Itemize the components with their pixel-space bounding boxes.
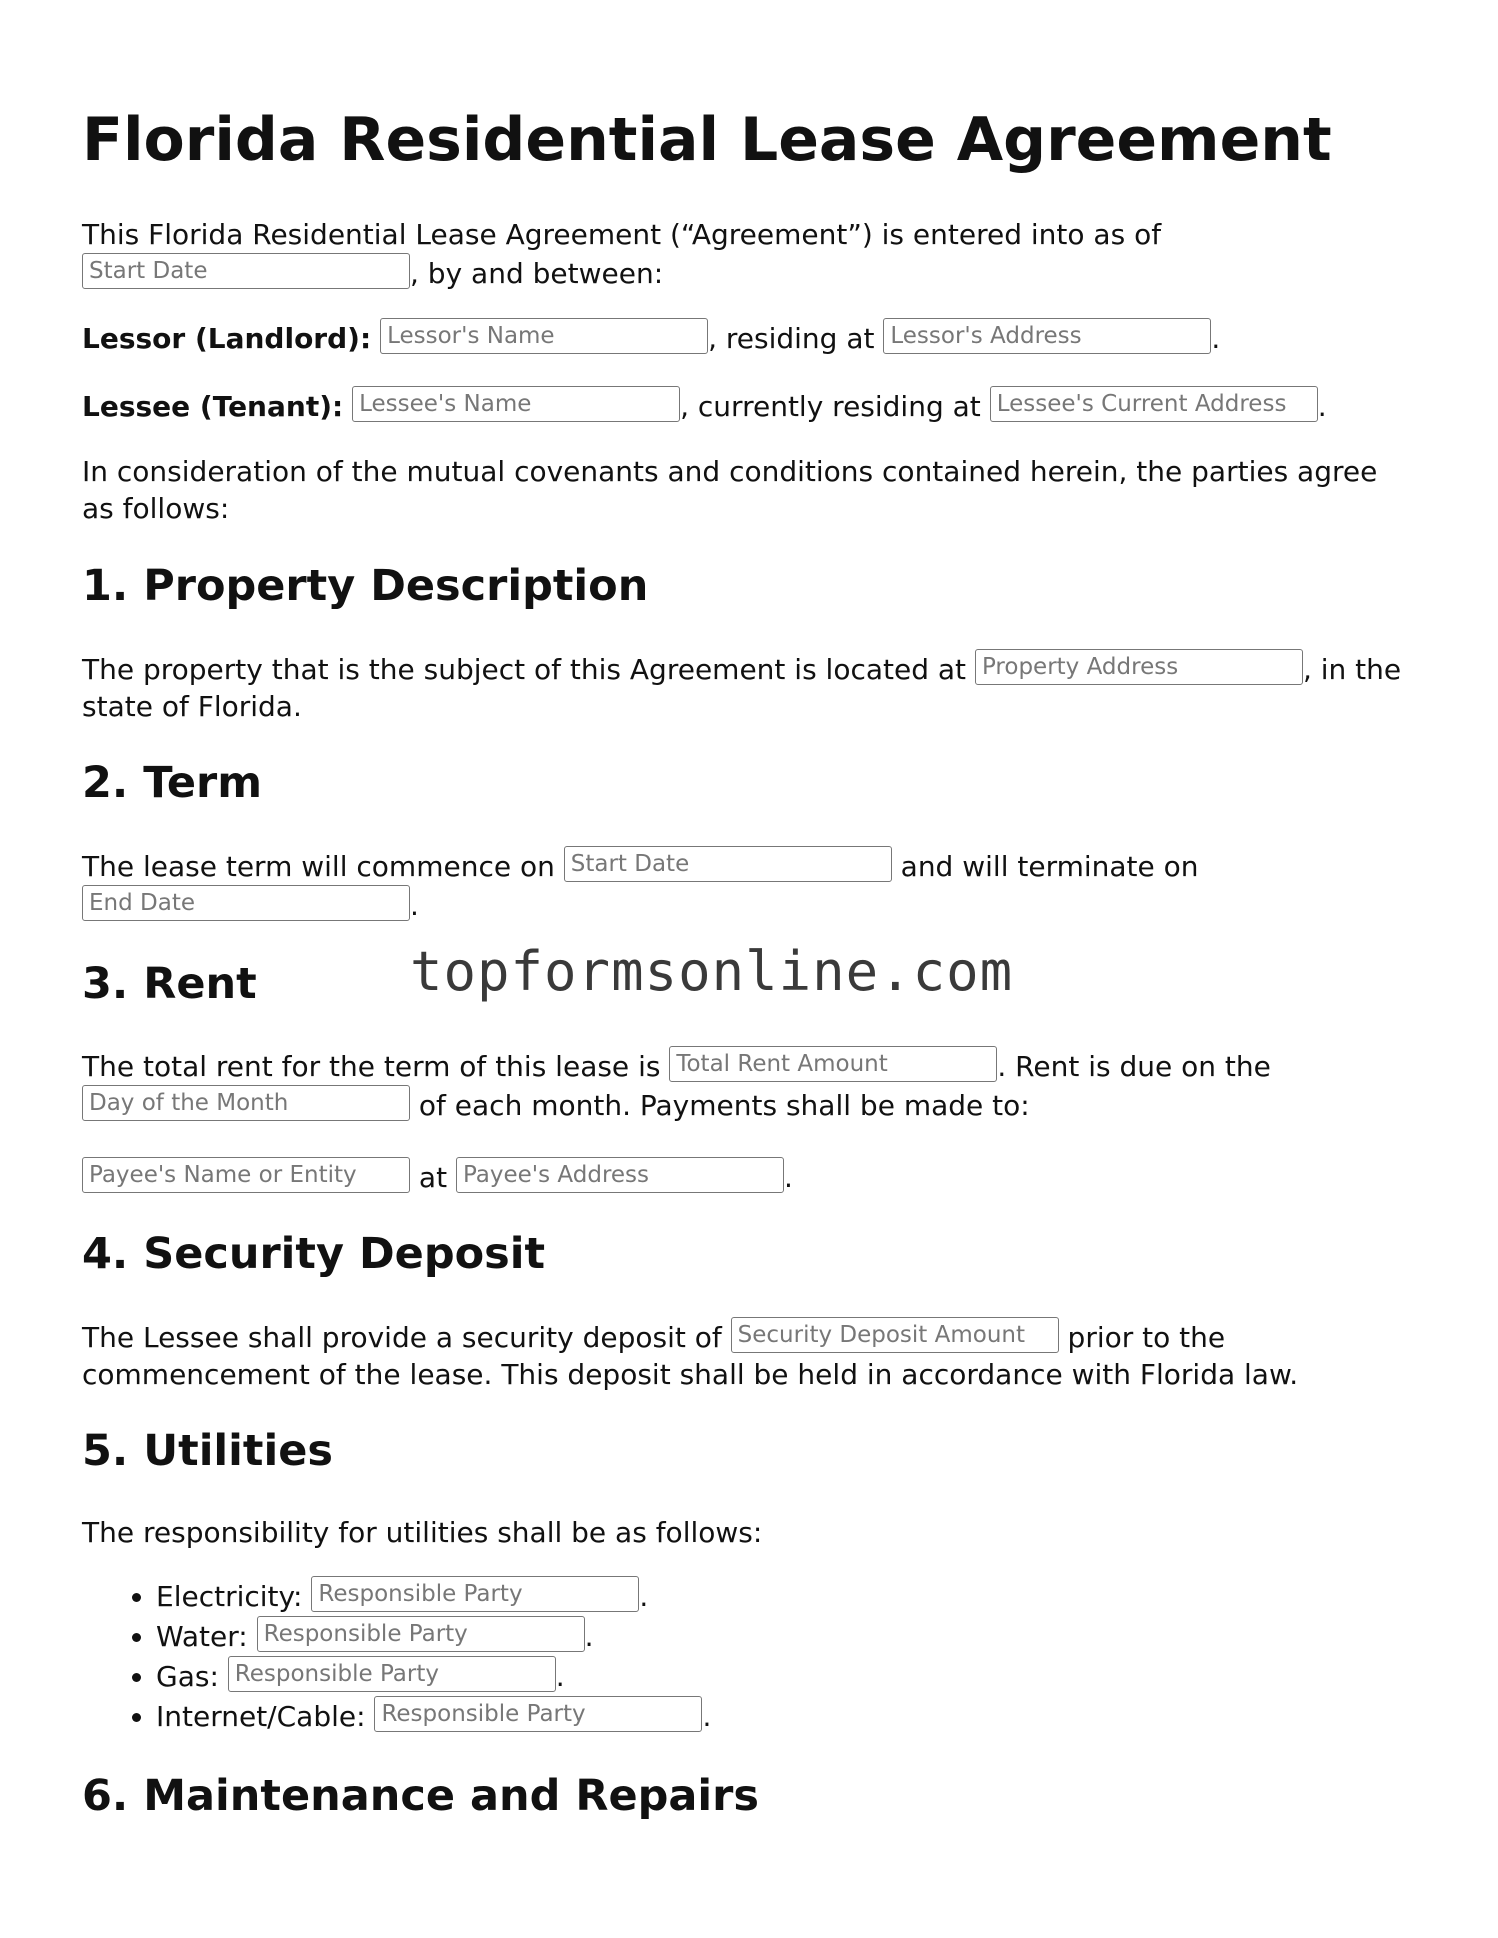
lessee-label: Lessee (Tenant): [82, 390, 344, 423]
rent-paragraph [82, 1046, 1422, 1124]
lessor-end: . [1211, 322, 1221, 355]
deposit-text-after: prior to the commencement of the lease. This deposit shall be held in accordance with Florida law. [82, 1321, 1299, 1391]
utilities-list [82, 1576, 1422, 1736]
lessee-mid-text: , currently residing at [680, 390, 981, 423]
payee-line [82, 1157, 1422, 1196]
term-mid-text: and will terminate on [900, 850, 1199, 883]
term-text: The lease term will commence on [82, 850, 555, 883]
intro-text: This Florida Residential Lease Agreement (“Agreement”) is entered into as of [82, 218, 1162, 251]
list-item-end: . [702, 1700, 712, 1733]
utility-label: Internet/Cable: [156, 1700, 366, 1733]
term-end-date-field[interactable]: End Date [82, 885, 410, 921]
property-paragraph [82, 649, 1412, 725]
electricity-party-field[interactable]: Responsible Party [311, 1576, 639, 1612]
lessor-label: Lessor (Landlord): [82, 322, 372, 355]
rent-text: The total rent for the term of this lease is [82, 1050, 661, 1083]
property-text-after: , in the state of Florida. [82, 653, 1402, 723]
security-deposit-field[interactable]: Security Deposit Amount [731, 1317, 1059, 1353]
gas-party-field[interactable]: Responsible Party [228, 1656, 556, 1692]
payee-name-field[interactable]: Payee's Name or Entity [82, 1157, 410, 1193]
lessor-line [82, 318, 1422, 357]
utilities-intro [82, 1514, 1422, 1551]
total-rent-field[interactable]: Total Rent Amount [669, 1046, 997, 1082]
lessee-line [82, 386, 1422, 425]
lessee-end: . [1317, 390, 1327, 423]
payee-end: . [783, 1161, 793, 1194]
property-text: The property that is the subject of this Agreement is located at [82, 653, 967, 686]
utilities-intro-text: The responsibility for utilities shall be as follows: [82, 1516, 763, 1549]
deposit-text: The Lessee shall provide a security deposit of [82, 1321, 722, 1354]
internet-party-field[interactable]: Responsible Party [374, 1696, 702, 1732]
list-item [156, 1616, 1422, 1656]
list-item-end: . [584, 1620, 594, 1653]
rent-text-after: of each month. Payments shall be made to: [418, 1089, 1030, 1122]
term-end: . [410, 889, 419, 922]
term-start-date-field[interactable]: Start Date [564, 846, 892, 882]
utility-label: Water: [156, 1620, 248, 1653]
deposit-paragraph [82, 1317, 1422, 1393]
list-item [156, 1696, 1422, 1736]
water-party-field[interactable]: Responsible Party [257, 1616, 585, 1652]
lessor-name-field[interactable]: Lessor's Name [380, 318, 708, 354]
section-heading-term: 2. Term [82, 758, 263, 808]
section-heading-property: 1. Property Description [82, 561, 649, 611]
list-item [156, 1576, 1422, 1616]
section-heading-utilities: 5. Utilities [82, 1426, 333, 1476]
lessee-name-field[interactable]: Lessee's Name [352, 386, 680, 422]
lessor-address-field[interactable]: Lessor's Address [883, 318, 1211, 354]
intro-paragraph [82, 216, 1422, 292]
watermark: topformsonline.com [410, 940, 1014, 1003]
lessee-address-field[interactable]: Lessee's Current Address [990, 386, 1318, 422]
payee-at-text: at [418, 1161, 448, 1194]
lessor-mid-text: , residing at [708, 322, 875, 355]
utility-label: Electricity: [156, 1580, 303, 1613]
property-address-field[interactable]: Property Address [975, 649, 1303, 685]
intro-text-after: , by and between: [410, 257, 664, 290]
list-item-end: . [639, 1580, 649, 1613]
section-heading-deposit: 4. Security Deposit [82, 1229, 546, 1279]
utility-label: Gas: [156, 1660, 219, 1693]
rent-mid-text: . Rent is due on the [997, 1050, 1271, 1083]
rent-due-day-field[interactable]: Day of the Month [82, 1085, 410, 1121]
page-title: Florida Residential Lease Agreement [82, 105, 1332, 175]
section-heading-maintenance: 6. Maintenance and Repairs [82, 1771, 759, 1821]
section-heading-rent: 3. Rent [82, 959, 257, 1009]
list-item-end: . [555, 1660, 565, 1693]
payee-address-field[interactable]: Payee's Address [456, 1157, 784, 1193]
consideration-paragraph [82, 453, 1402, 527]
agreement-start-date-field[interactable]: Start Date [82, 253, 410, 289]
list-item [156, 1656, 1422, 1696]
term-paragraph [82, 846, 1422, 924]
consideration-text: In consideration of the mutual covenants and conditions contained herein, the parties agree as follows: [82, 455, 1378, 525]
